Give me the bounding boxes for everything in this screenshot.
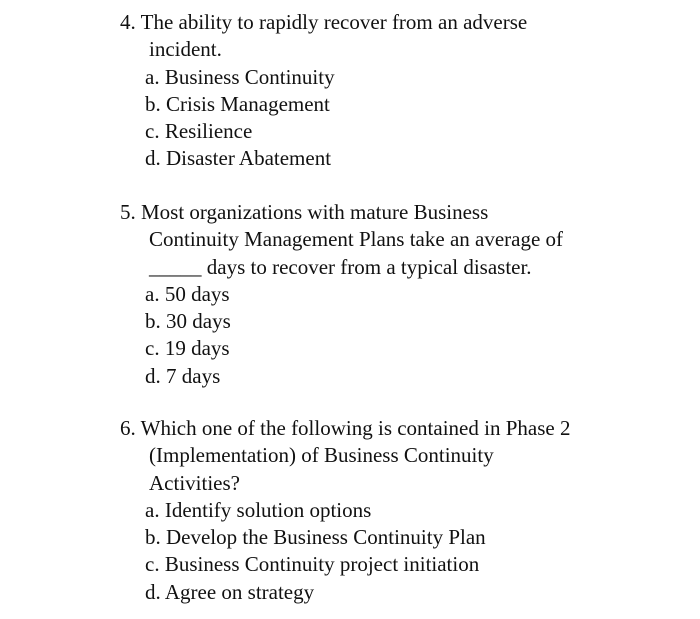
question-text: Continuity Management Plans take an average of	[149, 227, 564, 252]
question-text: incident.	[149, 37, 222, 62]
question-5	[120, 199, 563, 390]
question-4	[120, 9, 527, 173]
answer-option: b. 30 days	[145, 309, 231, 334]
question-text: 5. Most organizations with mature Business	[120, 200, 489, 224]
answer-option: a. Business Continuity	[145, 64, 335, 89]
answer-option: d. Agree on strategy	[145, 579, 315, 604]
question-text: Activities?	[149, 470, 240, 495]
answer-option: c. Resilience	[145, 119, 253, 144]
answer-option: b. Develop the Business Continuity Plan	[145, 525, 486, 550]
question-text: 6. Which one of the following is contained in Phase 2	[120, 416, 571, 440]
question-text: (Implementation) of Business Continuity	[149, 443, 494, 468]
answer-option: d. 7 days	[145, 363, 221, 388]
answer-option: d. Disaster Abatement	[145, 146, 332, 171]
answer-option: a. 50 days	[145, 281, 230, 306]
answer-option: c. 19 days	[145, 336, 230, 361]
question-6	[120, 415, 570, 606]
question-text: 4. The ability to rapidly recover from an adverse	[120, 10, 528, 34]
question-text: _____ days to recover from a typical disaster.	[149, 254, 532, 279]
answer-option: b. Crisis Management	[145, 91, 330, 116]
answer-option: c. Business Continuity project initiation	[145, 552, 480, 577]
answer-option: a. Identify solution options	[145, 497, 372, 522]
